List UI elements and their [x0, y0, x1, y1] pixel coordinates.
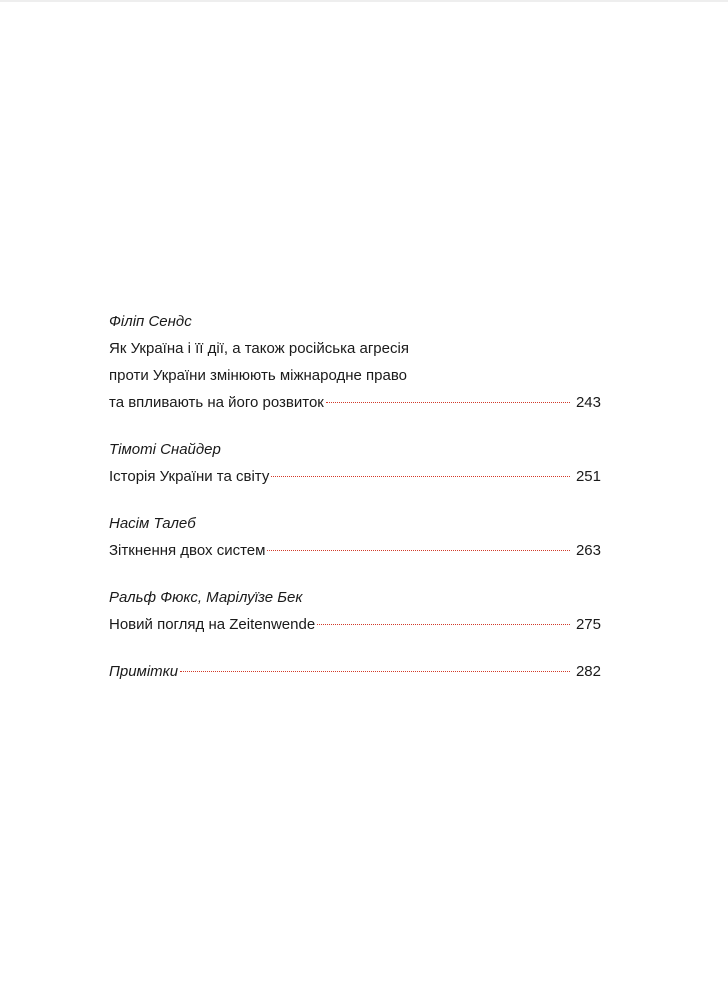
toc-title-line: Новий погляд на Zeitenwende: [109, 616, 316, 633]
toc-entry[interactable]: [109, 308, 601, 416]
toc-entry[interactable]: [109, 510, 601, 564]
toc-page-number: 251: [575, 468, 601, 485]
toc-leader-line: [109, 658, 601, 685]
toc-author: Тімоті Снайдер: [109, 441, 221, 458]
toc-entry[interactable]: [109, 436, 601, 490]
toc-author: Ральф Фюкс, Марілуїзе Бек: [109, 589, 303, 606]
dot-leader: [267, 550, 570, 551]
toc-notes-label: Примітки: [109, 663, 179, 680]
toc-title-line: Історія України та світу: [109, 468, 270, 485]
dot-leader: [180, 671, 570, 672]
toc-leader-line: [109, 537, 601, 564]
dot-leader: [271, 476, 570, 477]
dot-leader: [317, 624, 570, 625]
toc-leader-line: [109, 389, 601, 416]
dot-leader: [326, 402, 570, 403]
toc-leader-line: [109, 611, 601, 638]
toc-entry[interactable]: [109, 584, 601, 638]
toc-title-line: проти України змінюють міжнародне право: [109, 367, 407, 384]
toc-author: Насім Талеб: [109, 515, 196, 532]
toc-leader-line: [109, 463, 601, 490]
toc-page-number: 263: [575, 542, 601, 559]
toc-title-line: Як Україна і її дії, а також російська агресія: [109, 340, 409, 357]
toc-page-number: 275: [575, 616, 601, 633]
toc-page-number: 243: [575, 394, 601, 411]
toc-page-number: 282: [575, 663, 601, 680]
toc-entry-notes[interactable]: [109, 658, 601, 685]
toc-author: Філіп Сендс: [109, 313, 192, 330]
top-rule: [0, 0, 728, 2]
toc-title-line: та впливають на його розвиток: [109, 394, 324, 411]
toc-title-line: Зіткнення двох систем: [109, 542, 266, 559]
table-of-contents: [109, 308, 601, 685]
